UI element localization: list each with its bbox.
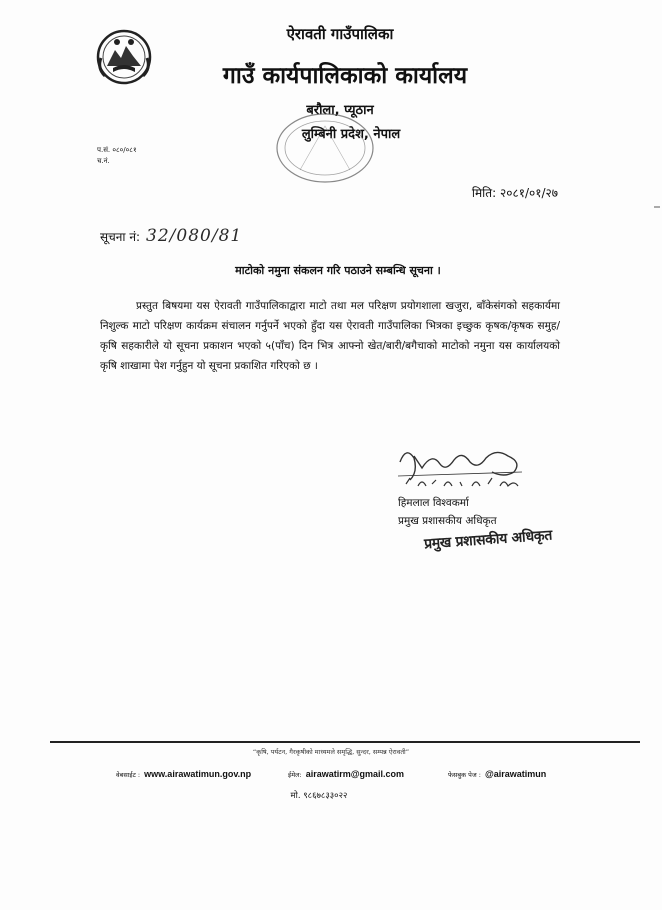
notice-number-line bbox=[100, 226, 242, 246]
website-label: वेबसाईट : bbox=[116, 771, 141, 779]
fold-mark bbox=[654, 206, 660, 208]
facebook-link[interactable]: @airawatimun bbox=[484, 769, 547, 779]
signer-title: प्रमुख प्रशासकीय अधिकृत bbox=[398, 515, 497, 527]
municipality-name: ऐरावती गाउँपालिका bbox=[286, 25, 394, 43]
date-label: मिति: bbox=[471, 186, 497, 200]
email-contact bbox=[288, 769, 404, 779]
office-stamp bbox=[270, 108, 380, 188]
date-line bbox=[472, 184, 558, 201]
notice-number-value: 32/080/81 bbox=[146, 226, 243, 246]
website-contact bbox=[116, 769, 251, 779]
office-province: लुम्बिनी प्रदेश, नेपाल bbox=[301, 127, 401, 142]
fiscal-year-reference: प.सं. ०८०/०८१ bbox=[97, 146, 137, 154]
office-location: बरौला, प्यूठान bbox=[306, 103, 374, 118]
designation-seal: प्रमुख प्रशासकीय अधिकृत bbox=[423, 527, 553, 553]
email-label: ईमेल: bbox=[288, 771, 302, 779]
footer-slogan: “कृषि, पर्यटन, गैरकृषीको माध्यमले समृद्धि, सुन्दर, सम्पन्न ऐरावती” bbox=[252, 748, 410, 756]
chalani-number: च.नं. bbox=[97, 157, 110, 165]
signer-name: हिमलाल विश्वकर्मा bbox=[398, 497, 469, 509]
footer-phone: मो. ९८६७८३३०२२ bbox=[290, 791, 348, 801]
facebook-contact bbox=[448, 769, 546, 779]
notice-subject: माटोको नमुना संकलन गरि पठाउने सम्बन्धि सूचना । bbox=[235, 264, 441, 277]
email-link[interactable]: airawatirm@gmail.com bbox=[305, 769, 404, 779]
notice-body: प्रस्तुत बिषयमा यस ऐरावती गाउँपालिकाद्वारा माटो तथा मल परिक्षण प्रयोगशाला खजुरा, बाँकेसंगको सहकार्यमा निशुल्क माटो परिक्षण कार्यक्रम संचालन गर्नुपर्ने भएको हुँदा यस ऐरावती गाउँपालिका भित्रका इच्छुक कृषक/कृषक समुह/ कृषि सहकारीले यो सूचना प्रकाशन भएको ५(पाँच) दिन भित्र आफ्नो खेत/बारी/बगैचाको माटोको नमुना यस कार्यालयको कृषि शाखामा पेश गर्नुहुन यो सूचना प्रकाशित गरिएको छ । bbox=[100, 300, 560, 372]
date-value: २०८१/०१/२७ bbox=[499, 186, 558, 200]
notice-number-label: सूचना नं: bbox=[100, 230, 141, 244]
facebook-label: फेसबुक पेज : bbox=[448, 771, 481, 779]
office-name: गाउँ कार्यपालिकाको कार्यालय bbox=[222, 63, 468, 89]
footer-divider bbox=[50, 741, 640, 743]
website-link[interactable]: www.airawatimun.gov.np bbox=[144, 769, 252, 779]
